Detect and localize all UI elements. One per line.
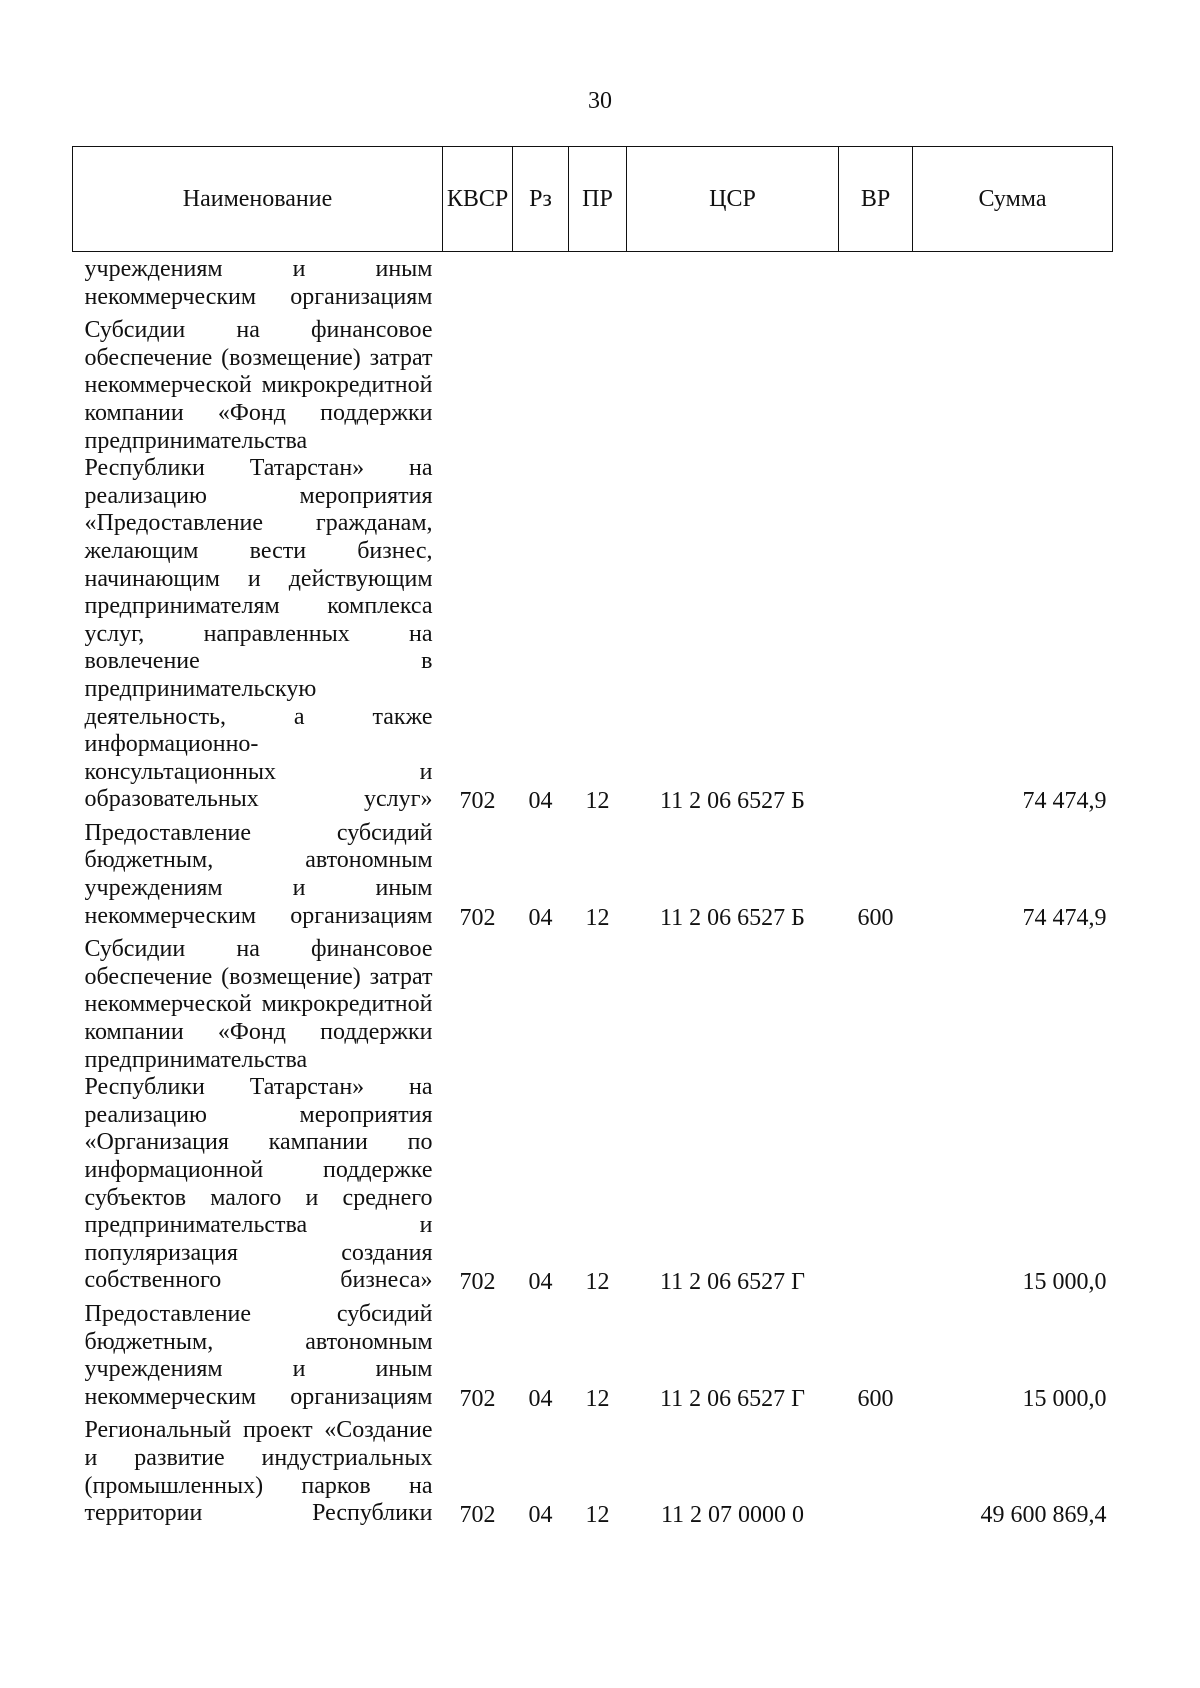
row-sum: 74 474,9 (1022, 788, 1107, 815)
row-name: Субсидии на финансовое обеспечение (возмещение) затрат некоммерческой микрокредитной компании «Фонд поддержки предпринимательства Республики Татарстан» на реализацию мероприятия «Организация кампании по информационной поддержке субъектов малого и среднего предпринимательства и популяризация создания собственного бизнеса» (84, 936, 433, 1294)
row-kvsr (443, 252, 513, 314)
row-sum: 74 474,9 (1022, 904, 1107, 931)
row-rz: 04 (528, 788, 553, 815)
table-row (73, 1297, 1113, 1413)
row-vr: 600 (857, 904, 894, 931)
row-kvsr: 702 (459, 904, 496, 931)
table-row (73, 252, 1113, 314)
row-vr (839, 932, 913, 1297)
row-vr (839, 252, 913, 314)
row-vr (839, 313, 913, 816)
row-sum (913, 252, 1113, 314)
row-vr (839, 1413, 913, 1529)
header-name: Наименование (73, 147, 443, 252)
row-name: учреждениям и иным некоммерческим организациям (84, 256, 433, 310)
header-kvsr: КВСР (443, 147, 513, 252)
row-kvsr: 702 (459, 1385, 496, 1412)
header-csr: ЦСР (627, 147, 839, 252)
row-rz: 04 (528, 1385, 553, 1412)
row-rz: 04 (528, 1502, 553, 1529)
row-pr: 12 (585, 1269, 610, 1296)
row-csr: 11 2 07 0000 0 (660, 1502, 805, 1529)
row-csr: 11 2 06 6527 Б (660, 904, 805, 931)
row-sum: 49 600 869,4 (980, 1502, 1107, 1529)
row-csr (627, 252, 839, 314)
row-kvsr: 702 (459, 788, 496, 815)
row-csr: 11 2 06 6527 Б (660, 788, 805, 815)
row-rz: 04 (528, 1269, 553, 1296)
row-sum: 15 000,0 (1022, 1269, 1107, 1296)
header-vr: ВР (839, 147, 913, 252)
row-pr: 12 (585, 788, 610, 815)
row-name: Региональный проект «Создание и развитие индустриальных (промышленных) парков на территории Республики (84, 1417, 433, 1527)
row-pr: 12 (585, 1385, 610, 1412)
budget-table (72, 146, 1113, 1530)
table-row (73, 313, 1113, 816)
table-header-row (73, 147, 1113, 252)
row-csr: 11 2 06 6527 Г (660, 1385, 805, 1412)
header-sum: Сумма (913, 147, 1113, 252)
row-pr: 12 (585, 904, 610, 931)
row-pr (569, 252, 627, 314)
row-rz: 04 (528, 904, 553, 931)
header-rz: Рз (513, 147, 569, 252)
table-row (73, 816, 1113, 932)
row-name: Субсидии на финансовое обеспечение (возмещение) затрат некоммерческой микрокредитной компании «Фонд поддержки предпринимательства Республики Татарстан» на реализацию мероприятия «Предоставление гражданам, желающим вести бизнес, начинающим и действующим предпринимателям комплекса услуг, направленных на вовлечение в предпринимательскую деятельность, а также информационно-консультационных и образовательных услуг» (84, 317, 433, 813)
header-pr: ПР (569, 147, 627, 252)
row-kvsr: 702 (459, 1269, 496, 1296)
row-sum: 15 000,0 (1022, 1385, 1107, 1412)
row-pr: 12 (585, 1502, 610, 1529)
table-row (73, 1413, 1113, 1529)
row-kvsr: 702 (459, 1502, 496, 1529)
row-csr: 11 2 06 6527 Г (660, 1269, 805, 1296)
row-name: Предоставление субсидий бюджетным, автономным учреждениям и иным некоммерческим организациям (84, 1300, 433, 1410)
row-name: Предоставление субсидий бюджетным, автономным учреждениям и иным некоммерческим организациям (84, 819, 433, 929)
table-row (73, 932, 1113, 1297)
page-number: 30 (588, 88, 612, 114)
row-rz (513, 252, 569, 314)
row-vr: 600 (857, 1385, 894, 1412)
